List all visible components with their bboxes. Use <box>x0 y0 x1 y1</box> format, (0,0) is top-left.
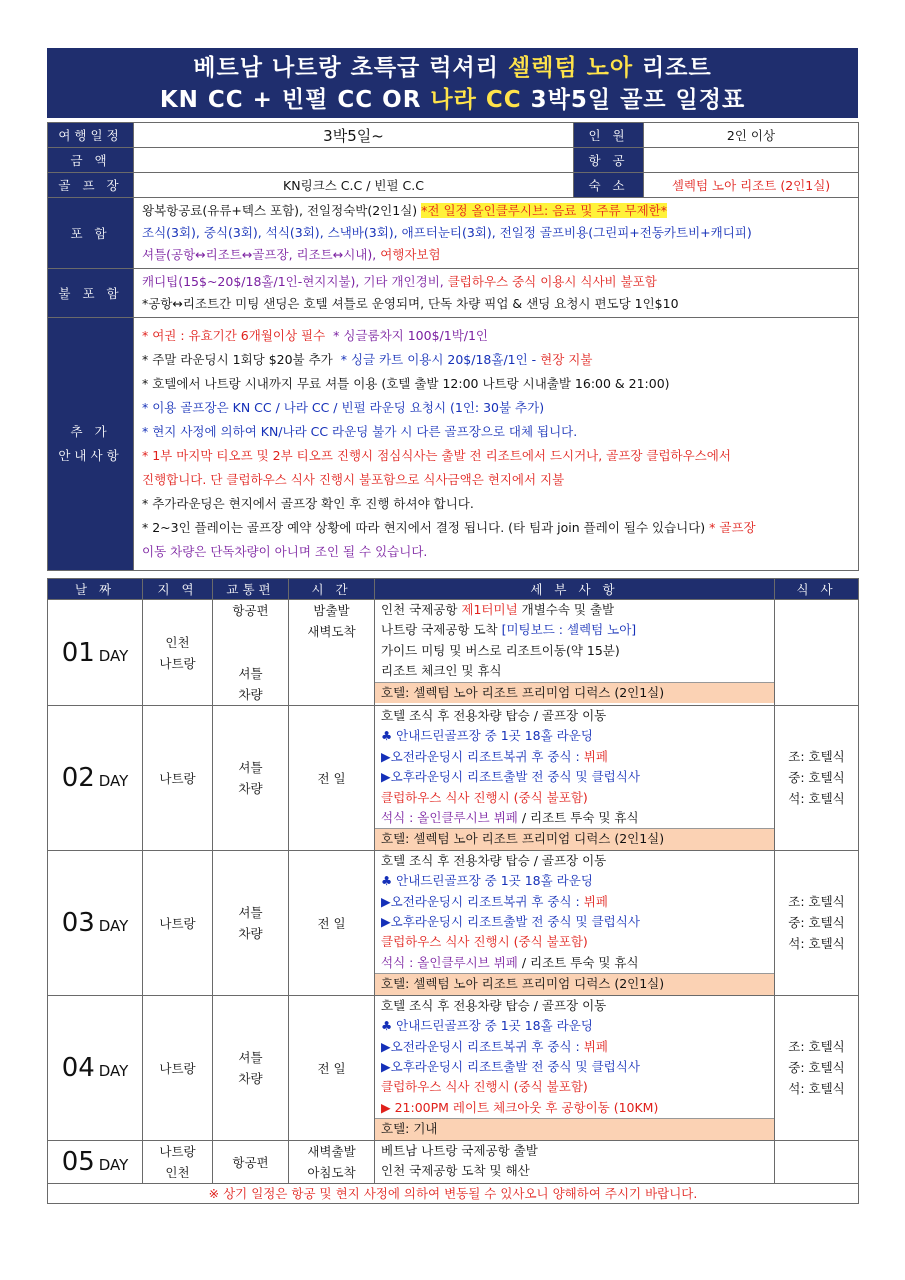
value-period: 3박5일~ <box>134 123 574 148</box>
title-line-1: 베트남 나트랑 초특급 럭셔리 셀렉텀 노아 리조트 <box>193 55 712 81</box>
header-date: 날 짜 <box>48 579 143 600</box>
day-1-meal <box>775 600 859 706</box>
day-row-1 <box>48 600 859 706</box>
label-airline: 항 공 <box>574 148 644 173</box>
day-5-label: 05 DAY <box>48 1140 143 1183</box>
day-4-meal: 조: 호텔식 중: 호텔식 석: 호텔식 <box>775 995 859 1140</box>
header-meal: 식 사 <box>775 579 859 600</box>
day-3-details: 호텔 조식 후 전용차량 탑승 / 골프장 이동 ♣ 안내드린골프장 중 1곳 18홀 라운딩 ▶오전라운딩시 리조트복귀 후 중식 : 뷔페 ▶오후라운딩시 리조트출발 전 중식 및 클럽식사 클럽하우스 식사 진행시 (중식 불포함) 석식 : 올인클루시브 뷔페 / 리조트 투숙 및 휴식 호텔: 셀렉텀 노아 리조트 프리미엄 디럭스 (2인1실) <box>375 850 775 995</box>
day-row-4 <box>48 995 859 1140</box>
value-exclude: 캐디팁(15$~20$/18홀/1인-현지지불), 기타 개인경비, 클럽하우스 중식 이용시 식사비 불포함 *공항↔리조트간 미팅 샌딩은 호텔 셔틀로 운영되며, 단독 차량 픽업 & 샌딩 요청시 편도당 1인$10 <box>134 269 859 318</box>
day-1-hotel: 호텔: 셀렉텀 노아 리조트 프리미엄 디럭스 (2인1실) <box>375 682 774 703</box>
day-4-time: 전 일 <box>289 995 375 1140</box>
value-price <box>134 148 574 173</box>
day-5-meal <box>775 1140 859 1183</box>
day-row-2 <box>48 706 859 851</box>
label-golf: 골 프 장 <box>48 173 134 198</box>
day-1-transport: 항공편 셔틀 차량 <box>213 600 289 706</box>
day-4-region: 나트랑 <box>143 995 213 1140</box>
title-highlight-resort: 셀렉텀 노아 <box>507 55 634 81</box>
day-4-transport: 셔틀 차량 <box>213 995 289 1140</box>
day-1-time: 밤출발 새벽도착 <box>289 600 375 706</box>
value-hotel: 셀렉텀 노아 리조트 (2인1실) <box>644 173 859 198</box>
value-extra: * 여권 : 유효기간 6개월이상 필수 * 싱글룸차지 100$/1박/1인 * 주말 라운딩시 1회당 $20불 추가 * 싱글 카트 이용시 20$/18홀/1인 - 현장 지불 * 호텔에서 나트랑 시내까지 무료 셔틀 이용 (호텔 출발 12:00 나트랑 시내출발 16:00 & 21:00) * 이용 골프장은 KN CC / 나라 CC / 빈펄 라운딩 요청시 (1인: 30불 추가) * 현지 사정에 의하여 KN/나라 CC 라운딩 불가 시 다른 골프장으로 대체 됩니다. * 1부 마지막 티오프 및 2부 티오프 진행시 점심식사는 출발 전 리조트에서 드시거나, 골프장 클럽하우스에서 진행합니다. 단 클럽하우스 식사 진행시 불포함으로 식사금액은 현지에서 지불 * 추가라운딩은 현지에서 골프장 확인 후 진행 하셔야 합니다. * 2~3인 플레이는 골프장 예약 상황에 따라 현지에서 결정 됩니다. (타 팀과 join 플레이 될수 있습니다) * 골프장 이동 차량은 단독차량이 아니며 조인 될 수 있습니다. <box>134 318 859 571</box>
value-include: 왕복항공료(유류+텍스 포함), 전일정숙박(2인1실) *전 일정 올인클루시브: 음료 및 주류 무제한* 조식(3회), 중식(3회), 석식(3회), 스낵바(3회), 애프터눈티(3회), 전일정 골프비용(그린피+전동카트비+캐디피) 셔틀(공항↔리조트↔골프장, 리조트↔시내), 여행자보험 <box>134 198 859 269</box>
schedule-table <box>47 578 859 1204</box>
day-2-transport: 셔틀 차량 <box>213 706 289 851</box>
day-2-hotel: 호텔: 셀렉텀 노아 리조트 프리미엄 디럭스 (2인1실) <box>375 828 774 849</box>
schedule-header <box>48 579 859 600</box>
day-2-meal: 조: 호텔식 중: 호텔식 석: 호텔식 <box>775 706 859 851</box>
title-highlight-cc: 나라 CC <box>430 87 522 113</box>
footer-note: ※ 상기 일정은 항공 및 현지 사정에 의하여 변동될 수 있사오니 양해하여 주시기 바랍니다. <box>48 1183 859 1203</box>
day-1-region: 인천 나트랑 <box>143 600 213 706</box>
day-5-details: 베트남 나트랑 국제공항 출발 인천 국제공항 도착 및 해산 <box>375 1140 775 1183</box>
day-1-label: 01 DAY <box>48 600 143 706</box>
header-transport: 교통편 <box>213 579 289 600</box>
day-2-label: 02 DAY <box>48 706 143 851</box>
day-row-5 <box>48 1140 859 1183</box>
all-inclusive-highlight: *전 일정 올인클루시브: 음료 및 주류 무제한* <box>421 203 667 218</box>
value-golf: KN링크스 C.C / 빈펄 C.C <box>134 173 574 198</box>
label-extra: 추 가 안내사항 <box>48 318 134 571</box>
label-price: 금 액 <box>48 148 134 173</box>
day-2-details: 호텔 조식 후 전용차량 탑승 / 골프장 이동 ♣ 안내드린골프장 중 1곳 18홀 라운딩 ▶오전라운딩시 리조트복귀 후 중식 : 뷔페 ▶오후라운딩시 리조트출발 전 중식 및 클럽식사 클럽하우스 식사 진행시 (중식 불포함) 석식 : 올인클루시브 뷔페 / 리조트 투숙 및 휴식 호텔: 셀렉텀 노아 리조트 프리미엄 디럭스 (2인1실) <box>375 706 775 851</box>
day-2-time: 전 일 <box>289 706 375 851</box>
value-airline <box>644 148 859 173</box>
day-3-transport: 셔틀 차량 <box>213 850 289 995</box>
day-5-transport: 항공편 <box>213 1140 289 1183</box>
label-hotel: 숙 소 <box>574 173 644 198</box>
day-3-meal: 조: 호텔식 중: 호텔식 석: 호텔식 <box>775 850 859 995</box>
day-4-details: 호텔 조식 후 전용차량 탑승 / 골프장 이동 ♣ 안내드린골프장 중 1곳 18홀 라운딩 ▶오전라운딩시 리조트복귀 후 중식 : 뷔페 ▶오후라운딩시 리조트출발 전 중식 및 클럽식사 클럽하우스 식사 진행시 (중식 불포함) ▶ 21:00PM 레이트 체크아웃 후 공항이동 (10KM) 호텔: 기내 <box>375 995 775 1140</box>
title-line-2: KN CC + 빈펄 CC OR 나라 CC 3박5일 골프 일정표 <box>159 87 746 113</box>
day-3-region: 나트랑 <box>143 850 213 995</box>
day-3-hotel: 호텔: 셀렉텀 노아 리조트 프리미엄 디럭스 (2인1실) <box>375 973 774 994</box>
label-exclude: 불 포 함 <box>48 269 134 318</box>
label-people: 인 원 <box>574 123 644 148</box>
value-people: 2인 이상 <box>644 123 859 148</box>
trip-info-table <box>47 122 859 571</box>
day-3-time: 전 일 <box>289 850 375 995</box>
day-3-label: 03 DAY <box>48 850 143 995</box>
day-1-details: 인천 국제공항 제1터미널 개별수속 및 출발 나트랑 국제공항 도착 [미팅보드 : 셀렉텀 노아] 가이드 미팅 및 버스로 리조트이동(약 15분) 리조트 체크인 및 휴식 호텔: 셀렉텀 노아 리조트 프리미엄 디럭스 (2인1실) <box>375 600 775 706</box>
day-5-region: 나트랑 인천 <box>143 1140 213 1183</box>
day-4-label: 04 DAY <box>48 995 143 1140</box>
day-5-time: 새벽출발 아침도착 <box>289 1140 375 1183</box>
header-details: 세 부 사 항 <box>375 579 775 600</box>
label-include: 포 함 <box>48 198 134 269</box>
day-2-region: 나트랑 <box>143 706 213 851</box>
label-period: 여행일정 <box>48 123 134 148</box>
day-row-3 <box>48 850 859 995</box>
header-time: 시 간 <box>289 579 375 600</box>
title-banner <box>47 48 858 118</box>
header-region: 지 역 <box>143 579 213 600</box>
day-4-hotel: 호텔: 기내 <box>375 1118 774 1139</box>
